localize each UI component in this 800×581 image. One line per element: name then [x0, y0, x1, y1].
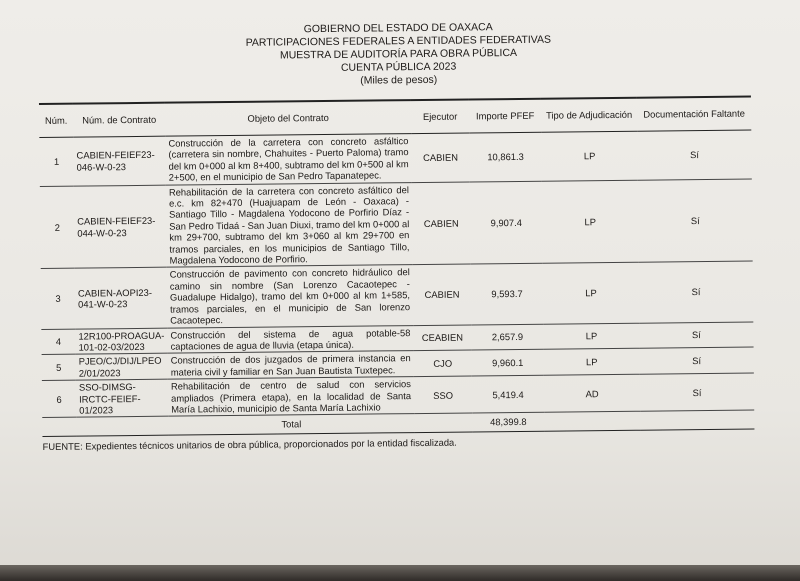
cell-tipo: LP: [543, 323, 639, 350]
col-header-tipo: Tipo de Adjudicación: [541, 98, 637, 133]
cell-ejecutor: CABIEN: [413, 264, 472, 325]
cell-contrato: SSO-DIMSG-IRCTC-FEIEF-01/2023: [76, 379, 168, 417]
cell-ejecutor: SSO: [414, 376, 472, 414]
cell-importe: 10,861.3: [469, 132, 542, 181]
cell-doc: Sí: [638, 179, 753, 263]
cell-ejecutor: CEABIEN: [413, 324, 471, 350]
cell-contrato: CABIEN-FEIEF23-046-W-0-23: [73, 136, 166, 186]
cell-doc: Sí: [639, 261, 754, 322]
cell-num: 1: [39, 137, 74, 186]
cell-tipo: LP: [542, 180, 639, 264]
cell-contrato: CABIEN-AOPI23-041-W-0-23: [75, 268, 168, 329]
cell-ejecutor: CABIEN: [411, 133, 470, 182]
header-line-government: GOBIERNO DEL ESTADO DE OAXACA: [303, 21, 493, 36]
cell-doc: Sí: [637, 130, 752, 180]
screen-bezel: [0, 565, 800, 581]
table-row: [40, 179, 753, 269]
document-page: [38, 2, 764, 555]
cell-contrato: PJEO/CJ/DIJ/LPEO 2/01/2023: [76, 353, 168, 380]
cell-importe: 5,419.4: [472, 375, 544, 413]
cell-contrato: CABIEN-FEIEF23-044-W-0-23: [74, 185, 167, 269]
document-header: [38, 18, 759, 91]
source-note: FUENTE: Expedientes técnicos unitarios de obra pública, proporcionados por la entidad fiscalizada.: [42, 436, 457, 452]
cell-importe: 9,593.7: [471, 264, 544, 325]
cell-objeto: Rehabilitación de centro de salud con servicios ampliados (Primera etapa), en la localidad de Santa María Lachixio, municipio de Santa María Lachixio: [168, 377, 414, 417]
col-header-importe: Importe PFEF: [469, 99, 541, 133]
cell-tipo: LP: [541, 131, 638, 181]
cell-tipo: LP: [543, 263, 640, 324]
cell-num: 4: [41, 329, 75, 355]
cell-doc: Sí: [639, 322, 753, 349]
cell-tipo: LP: [544, 349, 640, 376]
header-line-program: PARTICIPACIONES FEDERALES A ENTIDADES FEDERATIVAS: [245, 33, 552, 49]
cell-importe: 9,907.4: [470, 181, 543, 265]
table-row: [39, 130, 751, 186]
col-header-num: Núm.: [39, 104, 73, 138]
total-label: Total: [168, 414, 414, 435]
cell-num: 6: [42, 380, 76, 418]
cell-num: 3: [41, 269, 76, 329]
cell-tipo: AD: [544, 374, 640, 412]
audit-table: [39, 96, 754, 437]
cell-doc: Sí: [640, 373, 754, 411]
cell-objeto: Construcción de pavimento con concreto hidráulico del camino sin nombre (San Lorenzo Cacaotepec - Guadalupe Hidalgo), tramo del km 0+000 al km 1+585, tramos parciales, en el municipio de San lorenzo Cacaotepec.: [167, 265, 414, 328]
table-row: [41, 261, 754, 328]
col-header-contrato: Núm. de Contrato: [73, 103, 165, 137]
cell-contrato: 12R100-PROAGUA-101-02-03/2023: [75, 328, 167, 355]
header-line-sample: MUESTRA DE AUDITORÍA PARA OBRA PÚBLICA: [279, 46, 518, 62]
cell-objeto: Construcción del sistema de agua potable-58 captaciones de agua de lluvia (etapa única).: [167, 325, 413, 353]
cell-objeto: Rehabilitación de la carretera con concreto asfáltico del e.c. km 82+470 (Huajuapam de León - Oaxaca) - Santiago Tillo - Magdalena Yodocono de Porfirio Díaz - San Pedro Tidaá - San Juan Diuxi, tramo del km 0+000 al km 29+700, subtramo del km 3+060 al km 29+700 en tramos parciales, en los municipios de Santiago Tillo, Magdalena Yodocono de Porfirio.: [166, 182, 413, 267]
cell-importe: 2,657.9: [471, 324, 543, 351]
cell-ejecutor: CABIEN: [412, 182, 471, 265]
col-header-ejecutor: Ejecutor: [411, 99, 469, 133]
cell-objeto: Construcción de la carretera con concreto asfáltico (carretera sin nombre, Chahuites - Puerto Paloma) tramo del km 0+000 al km 8+400, subtramo del km 0+500 al km 2+500, en el municipio de San Pedro Tapanatepec.: [165, 134, 411, 185]
cell-ejecutor: CJO: [414, 350, 472, 376]
col-header-doc: Documentación Faltante: [637, 97, 751, 132]
total-value: 48,399.8: [472, 413, 544, 432]
cell-num: 5: [42, 354, 76, 380]
cell-num: 2: [40, 186, 75, 269]
cell-importe: 9,960.1: [472, 350, 544, 377]
col-header-objeto: Objeto del Contrato: [165, 100, 411, 136]
header-line-account: CUENTA PÚBLICA 2023: [340, 60, 457, 74]
cell-doc: Sí: [640, 347, 754, 374]
cell-objeto: Construcción de dos juzgados de primera instancia en materia civil y familiar en San Juan Bautista Tuxtepec.: [168, 351, 414, 379]
header-line-units: (Miles de pesos): [360, 73, 438, 87]
